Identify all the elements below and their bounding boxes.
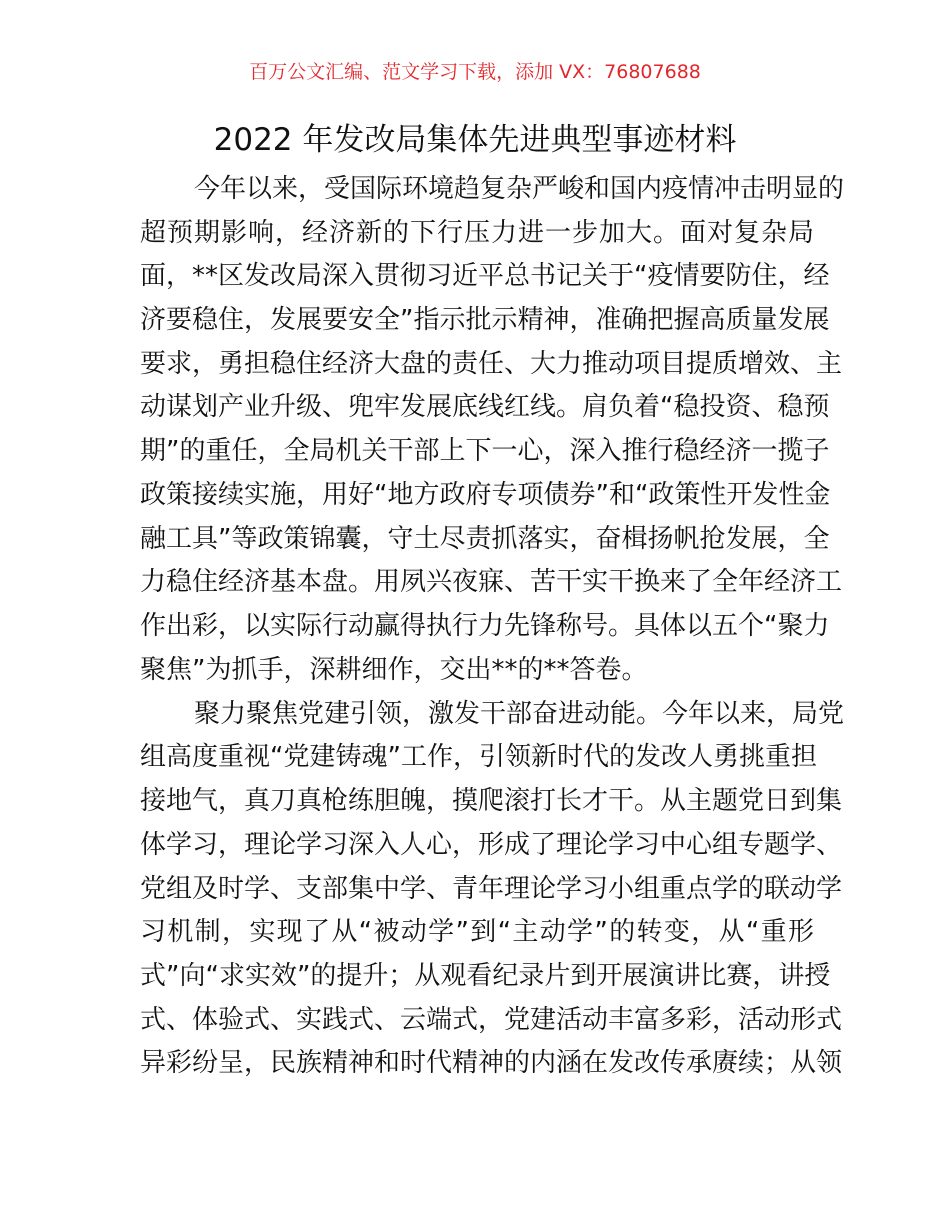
text-line: 式”向“求实效”的提升；从观看纪录片到开展演讲比赛，讲授	[140, 960, 831, 991]
text-line: 组高度重视“党建铸魂”工作，引领新时代的发改人勇挑重担	[140, 742, 817, 773]
text-line: 济要稳住，发展要安全”指示批示精神，准确把握高质量发展	[140, 305, 830, 336]
document-title: 2022 年发改局集体先进典型事迹材料	[213, 122, 737, 158]
text-line: 政策接续实施，用好“地方政府专项债券”和“政策性开发性金	[140, 479, 831, 510]
text-line: 今年以来，受国际环境趋复杂严峻和国内疫情冲击明显的	[194, 174, 845, 204]
text-line: 接地气，真刀真枪练胆魄，摸爬滚打长才干。从主题党日到集	[140, 786, 843, 817]
text-line: 聚焦”为抓手，深耕细作，交出**的**答卷。	[140, 654, 648, 685]
text-line: 聚力聚焦党建引领，激发干部奋进动能。今年以来，局党	[194, 698, 845, 729]
text-line: 式、体验式、实践式、云端式，党建活动丰富多彩，活动形式	[140, 1004, 843, 1035]
text-line: 异彩纷呈，民族精神和时代精神的内涵在发改传承赓续；从领	[140, 1048, 843, 1079]
text-line: 习机制，实现了从“被动学”到“主动学”的转变，从“重形	[140, 917, 814, 948]
text-line: 融工具”等政策锦囊，守土尽责抓落实，奋楫扬帆抢发展，全	[140, 523, 830, 554]
text-line: 面，**区发改局深入贯彻习近平总书记关于“疫情要防住，经	[140, 261, 830, 292]
document-body	[140, 168, 845, 1086]
text-line: 期”的重任，全局机关干部上下一心，深入推行稳经济一揽子	[140, 436, 830, 467]
text-line: 超预期影响，经济新的下行压力进一步加大。面对复杂局	[140, 217, 814, 248]
watermark-header: 百万公文汇编、范文学习下载，添加 VX：76807688	[249, 61, 701, 83]
paragraph-1	[140, 168, 845, 692]
text-line: 动谋划产业升级、兜牢发展底线红线。肩负着“稳投资、稳预	[140, 392, 830, 423]
text-line: 作出彩，以实际行动赢得执行力先锋称号。具体以五个“聚力	[140, 610, 830, 641]
text-line: 要求，勇担稳住经济大盘的责任、大力推动项目提质增效、主	[140, 348, 843, 379]
paragraph-2	[140, 693, 845, 1086]
text-line: 力稳住经济基本盘。用夙兴夜寐、苦干实干换来了全年经济工	[140, 567, 843, 598]
text-line: 党组及时学、支部集中学、青年理论学习小组重点学的联动学	[140, 873, 843, 904]
text-line: 体学习，理论学习深入人心，形成了理论学习中心组专题学、	[140, 829, 843, 860]
